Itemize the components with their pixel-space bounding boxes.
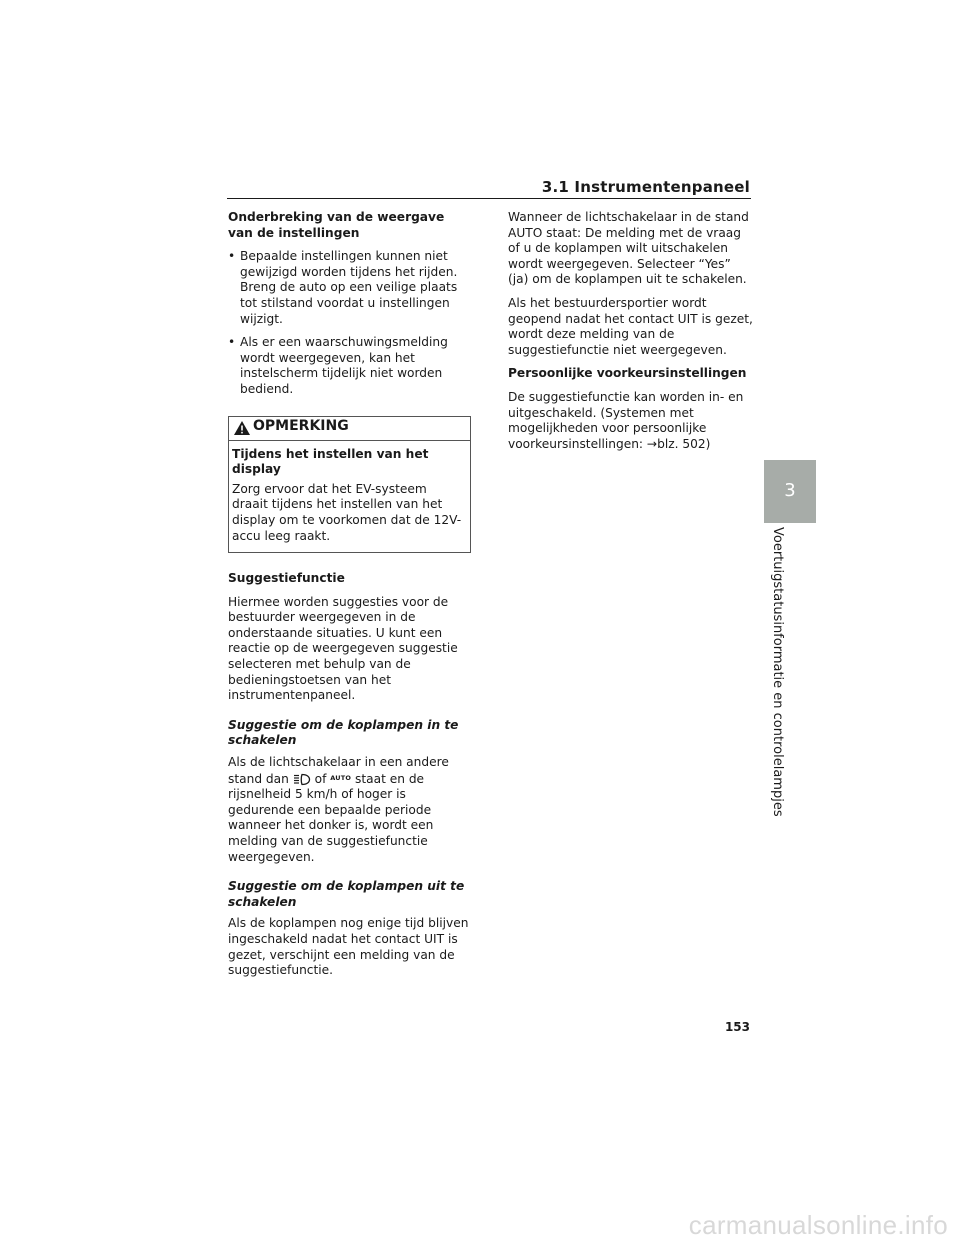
- list-item: • Bepaalde instellingen kunnen niet gewijzigd worden tijdens het rijden. Breng de auto op een veilige plaats tot stilstand voordat u instellingen wijzigt.: [228, 249, 471, 327]
- notice-box: [228, 416, 471, 554]
- text-segment: staat en de rijsnelheid 5 km/h of hoger is gedurende een bepaalde periode wanneer het donker is, wordt een melding van de suggestiefunctie weergegeven.: [228, 771, 434, 864]
- paragraph-personal-settings: De suggestiefunctie kan worden in- en uitgeschakeld. (Systemen met mogelijkheden voor persoonlijke voorkeursinstellingen: →blz. 502): [508, 389, 744, 451]
- heading-suggestion-function: Suggestiefunctie: [228, 571, 345, 586]
- notice-title: OPMERKING: [253, 417, 349, 434]
- watermark: carmanualsonline.info: [688, 1210, 948, 1240]
- text-segment: of: [314, 771, 327, 786]
- auto-icon: AUTO: [330, 773, 352, 782]
- warning-icon: [233, 420, 251, 436]
- chapter-tab: [764, 460, 816, 523]
- subheading-headlights-off: Suggestie om de koplampen uit te schakelen: [228, 879, 465, 909]
- chapter-label: [771, 527, 785, 817]
- notice-subtitle: Tijdens het instellen van het display: [232, 446, 429, 477]
- heading-personal-settings: Persoonlijke voorkeursinstellingen: [508, 366, 747, 381]
- chapter-label-text: Voertuigstatusinformatie en controlelampjes: [770, 527, 785, 817]
- paragraph-headlights-on: [228, 755, 471, 865]
- notice-body: [229, 441, 470, 545]
- left-column: [228, 210, 471, 987]
- page-number: 153: [724, 1020, 750, 1034]
- header-divider: [227, 198, 751, 199]
- notice-header: [229, 417, 470, 441]
- notice-text: Zorg ervoor dat het EV-systeem draait tijdens het instellen van het display om te voorkomen dat de 12V-accu leeg raakt.: [232, 481, 462, 543]
- text-segment: Als de lichtschakelaar in een andere stand dan: [228, 755, 449, 786]
- paragraph-auto-mode: Wanneer de lichtschakelaar in de stand AUTO staat: De melding met de vraag of u de koplampen wilt uitschakelen wordt weergegeven. Selecteer “Yes” (ja) om de koplampen uit te schakelen.: [508, 210, 749, 287]
- paragraph-intro: Hiermee worden suggesties voor de bestuurder weergegeven in de onderstaande situaties. U kunt een reactie op de weergegeven suggestie selecteren met behulp van de bedieningstoetsen van het instrumentenpaneel.: [228, 594, 458, 703]
- right-column: [508, 210, 754, 460]
- list-item: • Als er een waarschuwingsmelding wordt weergegeven, kan het instelscherm tijdelijk niet worden bediend.: [228, 335, 471, 397]
- heading-display-interruption: Onderbreking van de weergave van de instellingen: [228, 210, 445, 240]
- subheading-headlights-on: Suggestie om de koplampen in te schakelen: [228, 717, 459, 748]
- chapter-number: 3: [784, 480, 796, 501]
- section-title: 3.1 Instrumentenpaneel: [541, 178, 750, 196]
- bullet-list: [228, 249, 471, 397]
- headlight-icon: [293, 773, 311, 786]
- paragraph-headlights-off: Als de koplampen nog enige tijd blijven ingeschakeld nadat het contact UIT is gezet, verschijnt een melding van de suggestiefunctie.: [228, 916, 469, 978]
- paragraph-driver-door: Als het bestuurdersportier wordt geopend nadat het contact UIT is gezet, wordt deze melding van de suggestiefunctie niet weergegeven.: [508, 295, 753, 357]
